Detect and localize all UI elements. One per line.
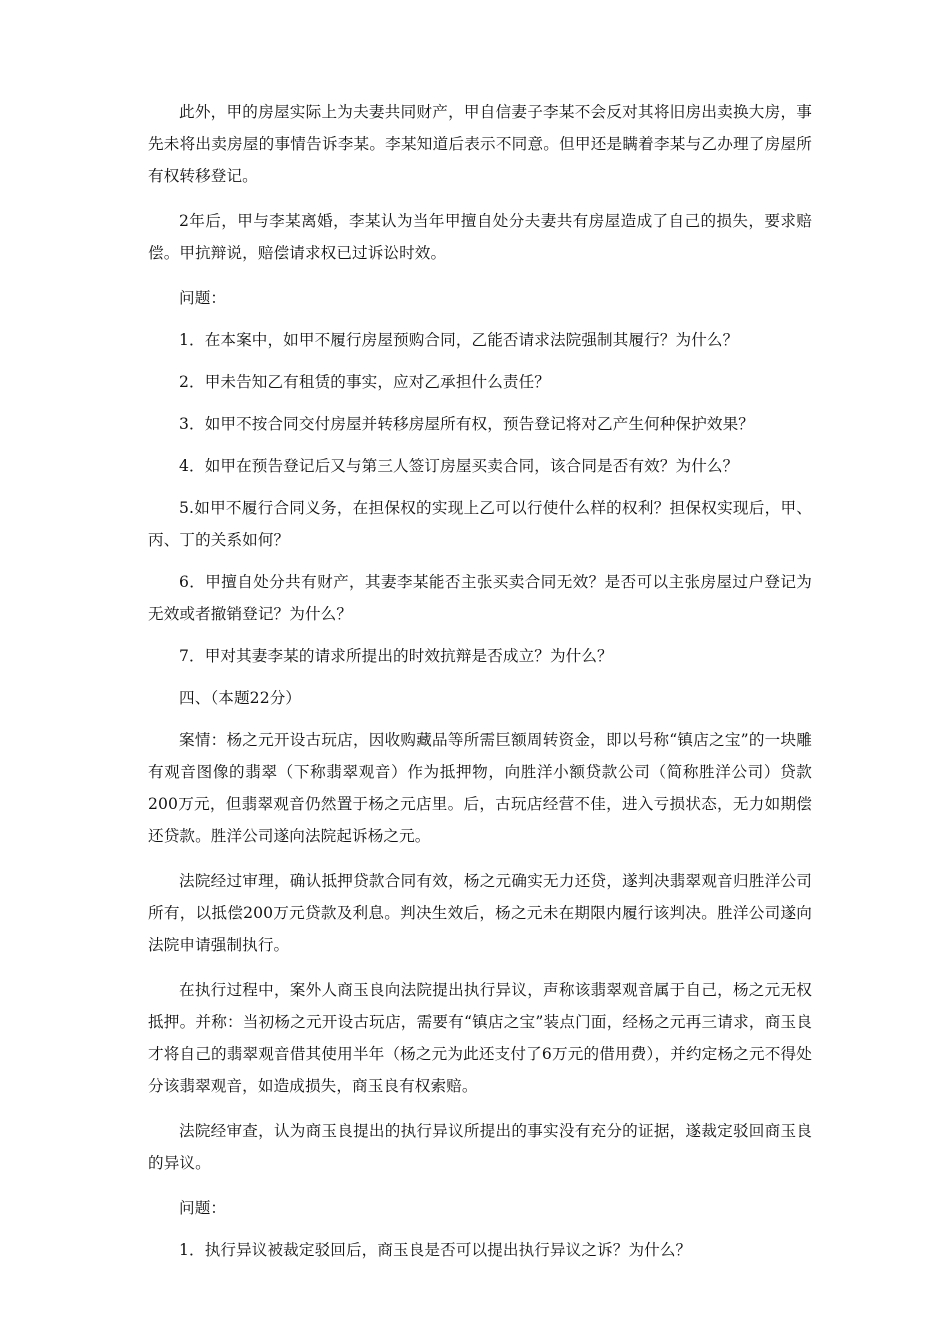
question-1: 1．在本案中，如甲不履行房屋预购合同，乙能否请求法院强制其履行？为什么？ xyxy=(179,331,739,349)
questions-heading: 问题： xyxy=(179,289,227,307)
case-facts-paragraph: 案情：杨之元开设古玩店，因收购藏品等所需巨额周转资金，即以号称“镇店之宝”的一块雕有观音图像的翡翠（下称翡翠观音）作为抵押物，向胜洋小额贷款公司（简称胜洋公司）贷款200万元，但翡翠观音仍然置于杨之元店里。后，古玩店经营不佳，进入亏损状态，无力如期偿还贷款。胜洋公司遂向法院起诉杨之元。 xyxy=(148,731,812,845)
question-4: 4．如甲在预告登记后又与第三人签订房屋买卖合同，该合同是否有效？为什么？ xyxy=(179,457,739,475)
execution-objection-paragraph: 在执行过程中，案外人商玉良向法院提出执行异议，声称该翡翠观音属于自己，杨之元无权抵押。并称：当初杨之元开设古玩店，需要有“镇店之宝”装点门面，经杨之元再三请求，商玉良才将自己的翡翠观音借其使用半年（杨之元为此还支付了6万元的借用费），并约定杨之元不得处分该翡翠观音，如造成损失，商玉良有权索赔。 xyxy=(148,981,812,1095)
court-judgment-paragraph: 法院经过审理，确认抵押贷款合同有效，杨之元确实无力还贷，遂判决翡翠观音归胜洋公司所有，以抵偿200万元贷款及利息。判决生效后，杨之元未在期限内履行该判决。胜洋公司遂向法院申请强制执行。 xyxy=(148,872,812,954)
court-ruling-paragraph: 法院经审查，认为商玉良提出的执行异议所提出的事实没有充分的证据，遂裁定驳回商玉良的异议。 xyxy=(148,1122,812,1172)
question-5: 5.如甲不履行合同义务，在担保权的实现上乙可以行使什么样的权利？担保权实现后，甲、丙、丁的关系如何？ xyxy=(148,499,812,549)
question-7: 7．甲对其妻李某的请求所提出的时效抗辩是否成立？为什么？ xyxy=(179,647,613,665)
paragraph-divorce-claim: 2年后，甲与李某离婚，李某认为当年甲擅自处分夫妻共有房屋造成了自己的损失，要求赔偿。甲抗辩说，赔偿请求权已过诉讼时效。 xyxy=(148,212,812,262)
section-four-question-1: 1．执行异议被裁定驳回后，商玉良是否可以提出执行异议之诉？为什么？ xyxy=(179,1241,692,1259)
document-body xyxy=(148,96,812,1266)
question-3: 3．如甲不按合同交付房屋并转移房屋所有权，预告登记将对乙产生何种保护效果？ xyxy=(179,415,754,433)
section-four-heading: 四、（本题22分） xyxy=(179,689,302,707)
question-2: 2．甲未告知乙有租赁的事实，应对乙承担什么责任？ xyxy=(179,373,550,391)
questions-heading-2: 问题： xyxy=(179,1199,227,1217)
question-6: 6．甲擅自处分共有财产，其妻李某能否主张买卖合同无效？是否可以主张房屋过户登记为无效或者撤销登记？为什么？ xyxy=(148,573,812,623)
paragraph-joint-property: 此外，甲的房屋实际上为夫妻共同财产，甲自信妻子李某不会反对其将旧房出卖换大房，事先未将出卖房屋的事情告诉李某。李某知道后表示不同意。但甲还是瞒着李某与乙办理了房屋所有权转移登记。 xyxy=(148,103,812,185)
